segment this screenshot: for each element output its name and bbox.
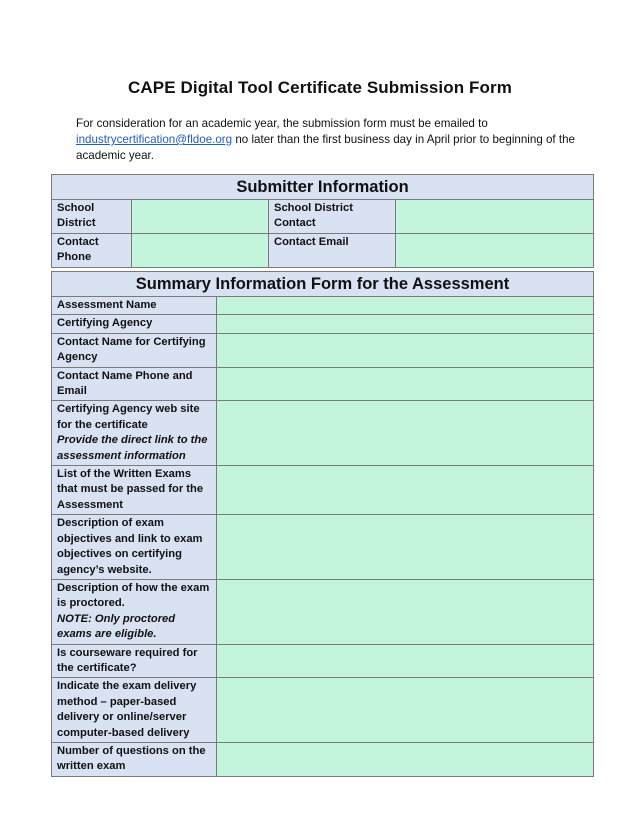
- assessment-name-field[interactable]: [217, 297, 594, 315]
- intro-paragraph: [76, 116, 576, 164]
- school-district-contact-label: School District Contact: [269, 200, 396, 234]
- contact-name-field[interactable]: [217, 333, 594, 367]
- row-label-contact-name: [52, 333, 217, 367]
- row-note: Provide the direct link to the assessment information: [57, 434, 208, 462]
- row-label-contact-phone-email: [52, 367, 217, 401]
- courseware-field[interactable]: [217, 644, 594, 678]
- row-label-text: Certifying Agency: [57, 317, 153, 330]
- submitter-information-table: [51, 174, 594, 268]
- contact-email-field[interactable]: [396, 233, 594, 267]
- row-label-written-exams: [52, 466, 217, 515]
- row-label-courseware: [52, 644, 217, 678]
- row-label-text: Indicate the exam delivery method – paper-based delivery or online/server computer-based delivery: [57, 680, 197, 739]
- row-label-text: Number of questions on the written exam: [57, 744, 206, 773]
- row-label-agency-website: [52, 401, 217, 466]
- row-label-assessment-name: [52, 297, 217, 315]
- row-label-certifying-agency: [52, 315, 217, 333]
- summary-information-table: [51, 271, 594, 777]
- summary-information-heading: Summary Information Form for the Assessment: [52, 272, 594, 297]
- proctoring-field[interactable]: [217, 579, 594, 644]
- intro-text-after: no later than the first business day in April prior to beginning of the academic year.: [76, 133, 575, 162]
- contact-email-label: Contact Email: [269, 233, 396, 267]
- contact-phone-label: Contact Phone: [52, 233, 132, 267]
- agency-website-field[interactable]: [217, 401, 594, 466]
- number-of-questions-field[interactable]: [217, 742, 594, 776]
- row-label-text: List of the Written Exams that must be passed for the Assessment: [57, 468, 204, 511]
- school-district-contact-field[interactable]: [396, 200, 594, 234]
- contact-phone-field[interactable]: [132, 233, 269, 267]
- contact-phone-email-field[interactable]: [217, 367, 594, 401]
- submitter-information-heading: Submitter Information: [52, 175, 594, 200]
- row-label-text: Contact Name for Certifying Agency: [57, 335, 206, 364]
- intro-text-before: For consideration for an academic year, the submission form must be emailed to: [76, 117, 488, 130]
- form-title: CAPE Digital Tool Certificate Submission Form: [128, 78, 512, 97]
- row-label-text: Certifying Agency web site for the certificate: [57, 403, 200, 431]
- row-label-text: Description of exam objectives and link to exam objectives on certifying agency’s website.: [57, 517, 203, 576]
- row-label-text: Assessment Name: [57, 299, 157, 311]
- row-label-text: Contact Name Phone and Email: [57, 369, 193, 398]
- row-label-number-of-questions: [52, 742, 217, 776]
- certifying-agency-field[interactable]: [217, 315, 594, 333]
- row-label-text: Is courseware required for the certificate?: [57, 646, 198, 674]
- email-link[interactable]: industrycertification@fldoe.org: [76, 133, 233, 146]
- row-label-delivery-method: [52, 678, 217, 743]
- school-district-field[interactable]: [132, 200, 269, 234]
- exam-objectives-field[interactable]: [217, 515, 594, 580]
- row-label-exam-objectives: [52, 515, 217, 580]
- school-district-label: School District: [52, 200, 132, 234]
- written-exams-field[interactable]: [217, 466, 594, 515]
- row-label-proctoring: [52, 579, 217, 644]
- row-note: NOTE: Only proctored exams are eligible.: [57, 612, 176, 641]
- row-label-text: Description of how the exam is proctored.: [57, 581, 210, 610]
- delivery-method-field[interactable]: [217, 678, 594, 743]
